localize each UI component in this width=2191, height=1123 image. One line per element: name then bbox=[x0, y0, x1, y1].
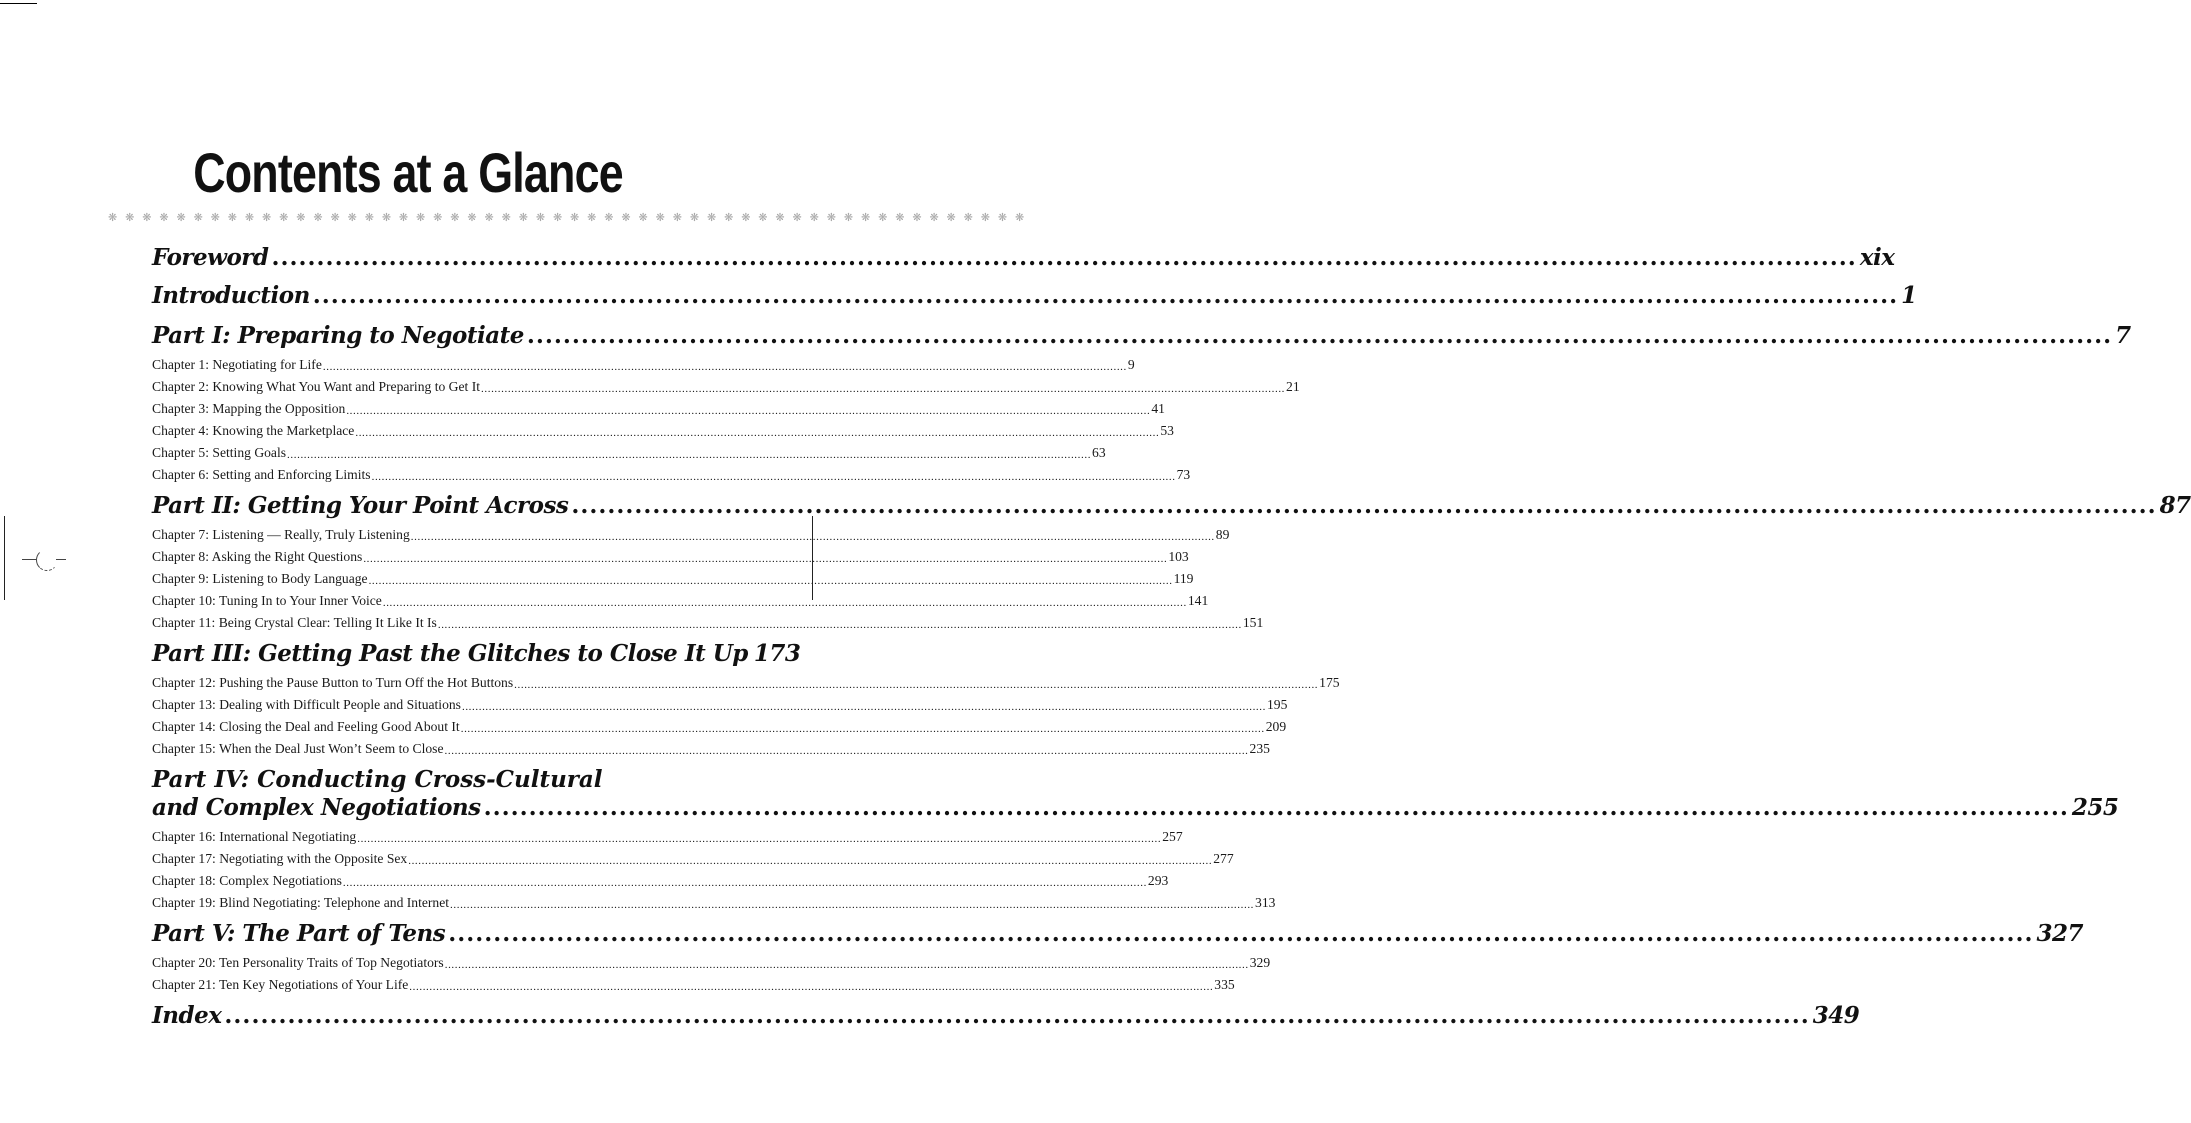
chapter-entry[interactable] bbox=[152, 974, 1235, 996]
chapter-page: 335 bbox=[1214, 977, 1235, 992]
chapter-page: 293 bbox=[1147, 873, 1169, 888]
toc-entry-label: Introduction bbox=[152, 282, 310, 309]
dot-leader bbox=[313, 282, 1898, 310]
dot-leader bbox=[445, 956, 1249, 974]
dot-leader bbox=[408, 852, 1212, 870]
dot-leader bbox=[461, 720, 1265, 738]
part-label: and Complex Negotiations bbox=[152, 794, 481, 821]
chapter-label: Chapter 10: Tuning In to Your Inner Voice bbox=[152, 593, 382, 608]
chapter-entry[interactable] bbox=[152, 848, 1234, 870]
chapter-label: Chapter 3: Mapping the Opposition bbox=[152, 401, 346, 416]
chapter-entry[interactable] bbox=[152, 546, 1189, 568]
crop-mark-top bbox=[0, 3, 37, 4]
toc-entry-label: Index bbox=[152, 1002, 222, 1029]
chapter-page: 53 bbox=[1160, 423, 1174, 438]
chapter-label: Chapter 12: Pushing the Pause Button to Turn Off the Hot Buttons bbox=[152, 675, 514, 690]
chapter-label: Chapter 17: Negotiating with the Opposite Sex bbox=[152, 851, 408, 866]
part-page: 255 bbox=[2071, 794, 2119, 821]
chapter-entry[interactable] bbox=[152, 442, 1106, 464]
toc-index[interactable] bbox=[152, 1002, 1860, 1030]
dot-leader bbox=[409, 978, 1213, 996]
chapter-label: Chapter 13: Dealing with Difficult People and Situations bbox=[152, 697, 461, 712]
chapter-label: Chapter 1: Negotiating for Life bbox=[152, 357, 322, 372]
chapter-page: 21 bbox=[1286, 379, 1300, 394]
chapter-page: 151 bbox=[1242, 615, 1264, 630]
part-label: Part III: Getting Past the Glitches to Close It Up bbox=[152, 640, 748, 667]
part-page: 173 bbox=[753, 640, 801, 667]
chapter-entry[interactable] bbox=[152, 738, 1270, 760]
toc-part-4[interactable] bbox=[152, 766, 2119, 822]
dot-leader bbox=[372, 468, 1176, 486]
registration-mark-icon bbox=[22, 549, 66, 571]
chapter-label: Chapter 11: Being Crystal Clear: Telling It Like It Is bbox=[152, 615, 437, 630]
chapter-label: Chapter 21: Ten Key Negotiations of Your Life bbox=[152, 977, 409, 992]
chapter-page: 119 bbox=[1173, 571, 1194, 586]
part-page: 7 bbox=[2115, 322, 2131, 349]
part-1-chapters bbox=[152, 354, 1300, 486]
part-4-chapters bbox=[152, 826, 1276, 914]
chapter-entry[interactable] bbox=[152, 892, 1276, 914]
chapter-page: 141 bbox=[1187, 593, 1209, 608]
ornamental-divider: ❋ ❋ ❋ ❋ ❋ ❋ ❋ ❋ ❋ ❋ ❋ ❋ ❋ ❋ ❋ ❋ ❋ ❋ ❋ ❋ ❋ ❋ ❋ ❋ ❋ ❋ ❋ ❋ ❋ ❋ ❋ ❋ ❋ ❋ ❋ ❋ ❋ ❋ ❋ ❋ ❋ ❋ ❋ ❋ ❋ ❋ ❋ ❋ ❋ ❋ ❋ ❋ ❋ ❋ bbox=[108, 211, 1027, 224]
toc-entry-page: 1 bbox=[1901, 282, 1917, 309]
chapter-page: 89 bbox=[1215, 527, 1230, 542]
chapter-page: 277 bbox=[1213, 851, 1234, 866]
chapter-entry[interactable] bbox=[152, 870, 1169, 892]
dot-leader bbox=[514, 676, 1318, 694]
chapter-page: 175 bbox=[1319, 675, 1340, 690]
chapter-entry[interactable] bbox=[152, 524, 1230, 546]
chapter-entry[interactable] bbox=[152, 398, 1165, 420]
dot-leader bbox=[355, 424, 1159, 442]
toc-part-2[interactable] bbox=[152, 492, 2191, 520]
chapter-page: 257 bbox=[1162, 829, 1183, 844]
chapter-entry[interactable] bbox=[152, 716, 1287, 738]
part-2-chapters bbox=[152, 524, 1264, 634]
chapter-label: Chapter 9: Listening to Body Language bbox=[152, 571, 368, 586]
chapter-entry[interactable] bbox=[152, 376, 1300, 398]
toc-part-5[interactable] bbox=[152, 920, 2084, 948]
chapter-label: Chapter 2: Knowing What You Want and Preparing to Get It bbox=[152, 379, 481, 394]
dot-leader bbox=[481, 380, 1285, 398]
part-label-row-2 bbox=[152, 794, 2119, 822]
chapter-entry[interactable] bbox=[152, 590, 1209, 612]
part-page: 87 bbox=[2159, 492, 2191, 519]
toc-part-3[interactable] bbox=[152, 640, 801, 668]
dot-leader bbox=[357, 830, 1161, 848]
toc-entry-page: xix bbox=[1859, 244, 1895, 271]
dot-leader bbox=[323, 358, 1127, 376]
toc-foreword[interactable] bbox=[152, 244, 1895, 272]
chapter-page: 103 bbox=[1168, 549, 1189, 564]
dot-leader bbox=[363, 550, 1167, 568]
crop-mark-left bbox=[4, 516, 5, 600]
chapter-label: Chapter 8: Asking the Right Questions bbox=[152, 549, 363, 564]
table-of-contents bbox=[152, 244, 2191, 1030]
chapter-page: 235 bbox=[1249, 741, 1270, 756]
part-page: 327 bbox=[2036, 920, 2084, 947]
toc-entry-label: Foreword bbox=[152, 244, 269, 271]
dot-leader bbox=[224, 1002, 1809, 1030]
chapter-entry[interactable] bbox=[152, 354, 1135, 376]
chapter-page: 63 bbox=[1092, 445, 1106, 460]
dot-leader bbox=[445, 742, 1249, 760]
part-label: Part I: Preparing to Negotiate bbox=[152, 322, 524, 349]
dot-leader bbox=[346, 402, 1150, 420]
part-5-chapters bbox=[152, 952, 1271, 996]
chapter-page: 209 bbox=[1265, 719, 1287, 734]
toc-entry-page: 349 bbox=[1812, 1002, 1860, 1029]
dot-leader bbox=[527, 322, 2112, 350]
chapter-page: 329 bbox=[1249, 955, 1271, 970]
dot-leader bbox=[438, 616, 1242, 634]
chapter-entry[interactable] bbox=[152, 826, 1183, 848]
chapter-page: 73 bbox=[1176, 467, 1191, 482]
dot-leader bbox=[369, 572, 1173, 590]
chapter-label: Chapter 15: When the Deal Just Won’t Seem to Close bbox=[152, 741, 444, 756]
chapter-label: Chapter 16: International Negotiating bbox=[152, 829, 357, 844]
chapter-entry[interactable] bbox=[152, 694, 1288, 716]
chapter-label: Chapter 5: Setting Goals bbox=[152, 445, 287, 460]
chapter-label: Chapter 19: Blind Negotiating: Telephone and Internet bbox=[152, 895, 450, 910]
chapter-label: Chapter 7: Listening — Really, Truly Listening bbox=[152, 527, 410, 542]
part-label-line-1: Part IV: Conducting Cross-Cultural bbox=[152, 766, 603, 793]
chapter-entry[interactable] bbox=[152, 612, 1264, 634]
chapter-label: Chapter 6: Setting and Enforcing Limits bbox=[152, 467, 371, 482]
chapter-page: 313 bbox=[1255, 895, 1276, 910]
dot-leader bbox=[272, 244, 1857, 272]
dot-leader bbox=[462, 698, 1266, 716]
part-3-chapters bbox=[152, 672, 1340, 760]
chapter-entry[interactable] bbox=[152, 952, 1271, 974]
page-title: Contents at a Glance bbox=[193, 141, 623, 204]
chapter-page: 9 bbox=[1127, 357, 1135, 372]
chapter-label: Chapter 18: Complex Negotiations bbox=[152, 873, 342, 888]
dot-leader bbox=[287, 446, 1091, 464]
part-label: Part II: Getting Your Point Across bbox=[152, 492, 569, 519]
chapter-label: Chapter 14: Closing the Deal and Feeling Good About It bbox=[152, 719, 460, 734]
chapter-entry[interactable] bbox=[152, 672, 1340, 694]
dot-leader bbox=[343, 874, 1147, 892]
chapter-page: 195 bbox=[1266, 697, 1288, 712]
toc-introduction[interactable] bbox=[152, 282, 1917, 310]
dot-leader bbox=[411, 528, 1215, 546]
dot-leader bbox=[383, 594, 1187, 612]
dot-leader bbox=[571, 492, 2156, 520]
chapter-label: Chapter 4: Knowing the Marketplace bbox=[152, 423, 355, 438]
dot-leader bbox=[450, 896, 1254, 914]
chapter-entry[interactable] bbox=[152, 568, 1194, 590]
chapter-entry[interactable] bbox=[152, 464, 1191, 486]
dot-leader bbox=[484, 794, 2069, 822]
toc-part-1[interactable] bbox=[152, 322, 2131, 350]
part-label: Part V: The Part of Tens bbox=[152, 920, 446, 947]
chapter-entry[interactable] bbox=[152, 420, 1174, 442]
chapter-label: Chapter 20: Ten Personality Traits of Top Negotiators bbox=[152, 955, 444, 970]
dot-leader bbox=[448, 920, 2033, 948]
chapter-page: 41 bbox=[1151, 401, 1165, 416]
